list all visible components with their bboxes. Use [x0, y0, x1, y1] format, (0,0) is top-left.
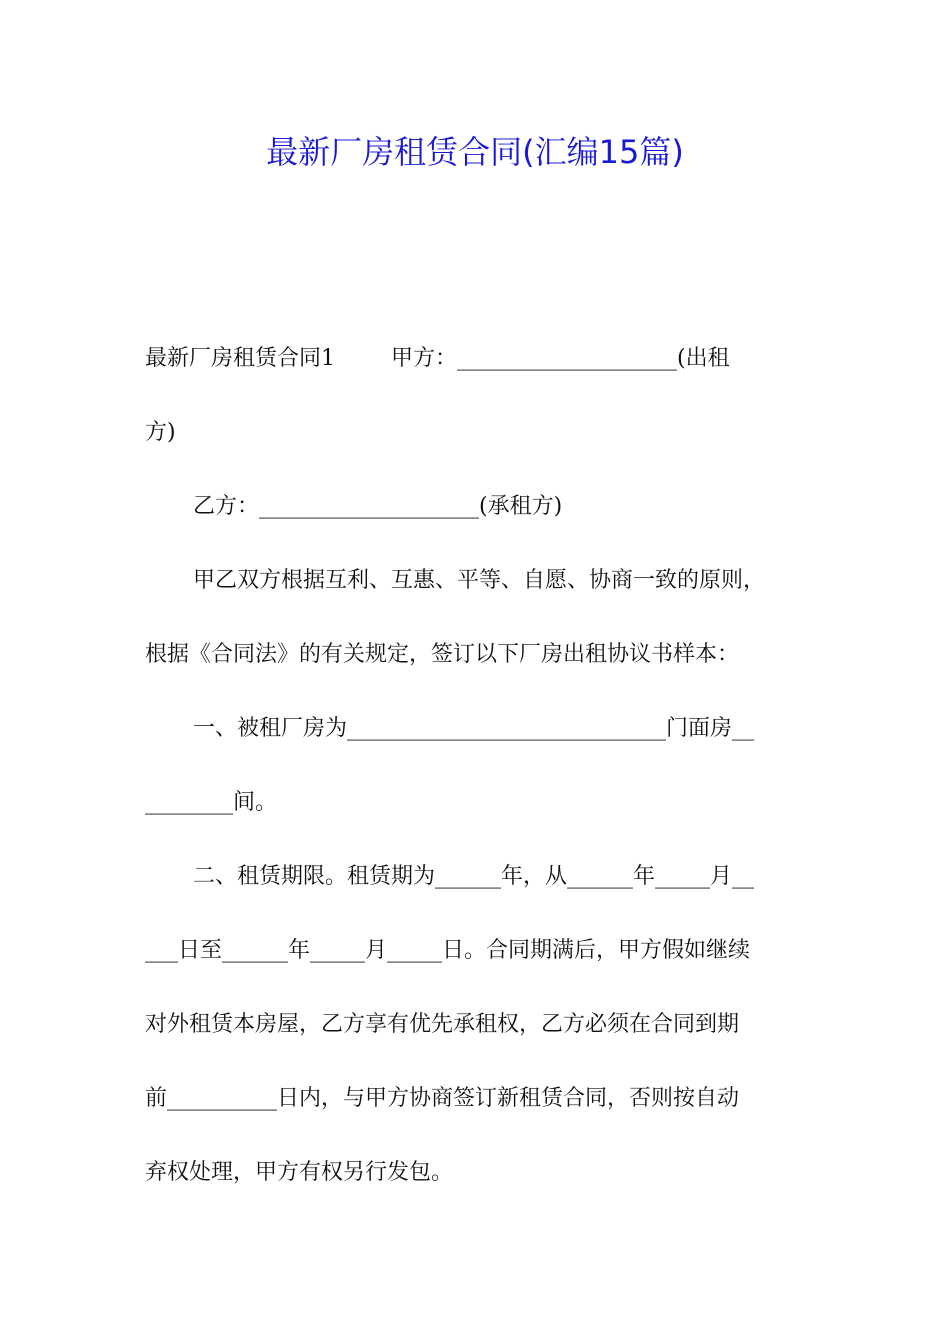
- party-a-line: 甲方：____________________(出租: [391, 346, 730, 371]
- document-title: 最新厂房租赁合同(汇编15篇): [266, 133, 684, 171]
- party-b-line: 乙方：____________________(承租方): [193, 494, 563, 519]
- clause-1-line: 一、被租厂房为_____________________________门面房__: [193, 716, 755, 741]
- clause-2-line: 二、租赁期限。租赁期为______年，从______年_____月__: [193, 864, 755, 889]
- paragraph-line: 甲乙双方根据互利、互惠、平等、自愿、协商一致的原则，: [193, 568, 766, 593]
- paragraph-line: 根据《合同法》的有关规定，签订以下厂房出租协议书样本：: [145, 642, 740, 667]
- paragraph-line: [145, 322, 807, 396]
- document-body: [145, 322, 807, 1210]
- paragraph-line: ________间。: [145, 790, 278, 815]
- paragraph-line: 对外租赁本房屋，乙方享有优先承租权，乙方必须在合同到期: [145, 1012, 740, 1037]
- paragraph-line: 前__________日内，与甲方协商签订新租赁合同，否则按自动: [145, 1086, 740, 1111]
- paragraph-line: 方): [145, 420, 176, 445]
- section-heading: 最新厂房租赁合同1: [145, 346, 335, 371]
- paragraph-line: 弃权处理，甲方有权另行发包。: [145, 1160, 454, 1185]
- paragraph-line: ___日至______年_____月_____日。合同期满后，甲方假如继续: [145, 938, 751, 963]
